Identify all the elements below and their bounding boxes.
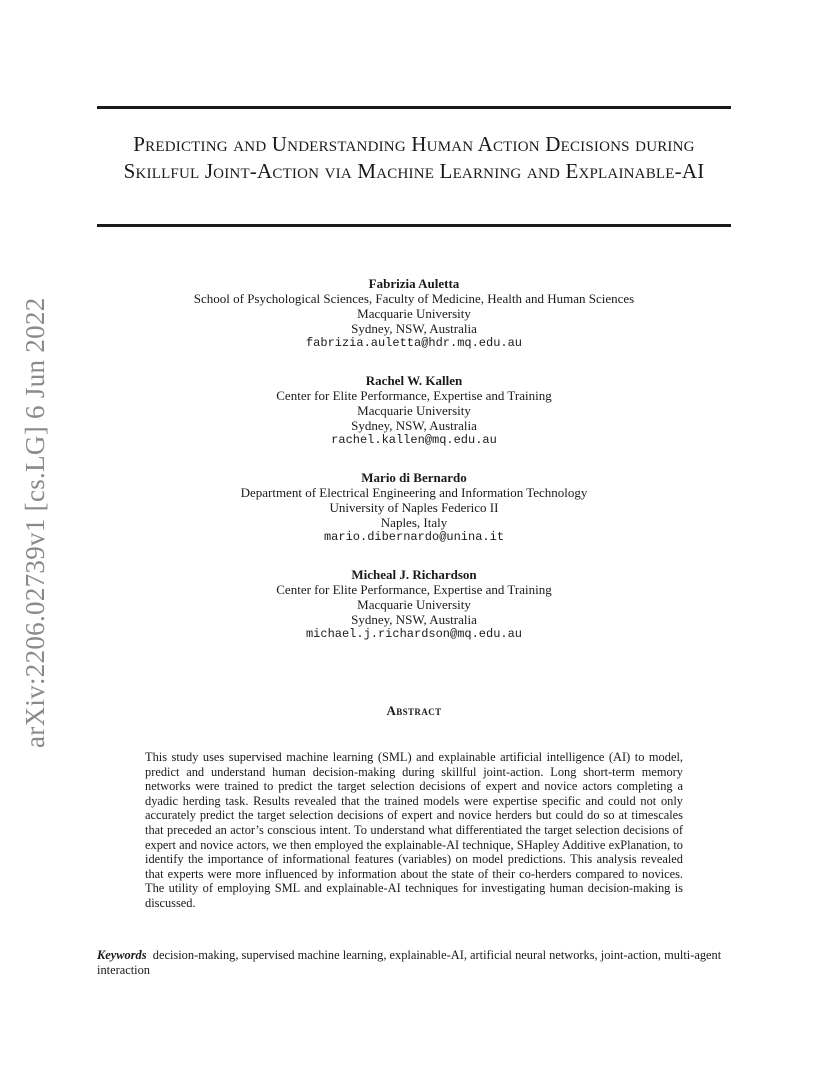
author-email[interactable]: fabrizia.auletta@hdr.mq.edu.au [305,336,523,350]
keywords-label: Keywords [97,948,147,962]
author-name: Rachel W. Kallen [365,373,463,388]
keywords-text: decision-making, supervised machine learning, explainable-AI, artificial neural networks, joint-action, multi-agent interaction [97,948,722,977]
author-affiliation: School of Psychological Sciences, Faculty of Medicine, Health and Human Sciences [193,291,635,306]
author-affiliation: Center for Elite Performance, Expertise and Training [276,388,552,403]
keywords-section [97,948,731,977]
author-email[interactable]: rachel.kallen@mq.edu.au [331,433,497,447]
author-institution: University of Naples Federico II [329,500,499,515]
author-email[interactable]: mario.dibernardo@unina.it [323,530,505,544]
paper-title: Predicting and Understanding Human Action Decisions during Skillful Joint-Action via Machine Learning and Explainable-AI [123,132,705,183]
abstract-heading: Abstract [386,703,442,718]
title-top-rule [97,106,731,109]
author-name: Mario di Bernardo [361,470,467,485]
author-block [97,373,731,448]
author-institution: Macquarie University [357,403,471,418]
author-affiliation: Center for Elite Performance, Expertise and Training [276,582,552,597]
abstract-body: This study uses supervised machine learning (SML) and explainable artificial intelligence (AI) to model, predict and understand human decision-making during skillful joint-action. Long short-term memory networks were trained to predict the target selection decisions of expert and novice actors completing a dyadic herding task. Results revealed that the trained models were expertise specific and could not only accurately predict the target selection decisions of expert and novice herders but could do so at timescales that preceded an actor’s conscious intent. To understand what differentiated the target selection decisions of expert and novice actors, we then employed the explainable-AI technique, SHapley Additive exPlanation, to identify the importance of informational features (variables) on model predictions. This analysis revealed that experts were more influenced by information about the state of their co-herders compared to novices. The utility of employing SML and explainable-AI techniques for investigating human decision-making is discussed. [145,750,683,910]
author-institution: Macquarie University [357,597,471,612]
author-location: Sydney, NSW, Australia [351,612,477,627]
author-email[interactable]: michael.j.richardson@mq.edu.au [305,627,523,641]
author-affiliation: Department of Electrical Engineering and Information Technology [240,485,588,500]
title-bottom-rule [97,224,731,227]
author-block [97,470,731,545]
arxiv-identifier-stamp: arXiv:2206.02739v1 [cs.LG] 6 Jun 2022 [20,297,50,748]
author-name: Micheal J. Richardson [351,567,477,582]
author-block [97,567,731,642]
author-institution: Macquarie University [357,306,471,321]
author-location: Sydney, NSW, Australia [351,418,477,433]
author-name: Fabrizia Auletta [368,276,460,291]
author-location: Naples, Italy [380,515,448,530]
author-location: Sydney, NSW, Australia [351,321,477,336]
author-block [97,276,731,351]
